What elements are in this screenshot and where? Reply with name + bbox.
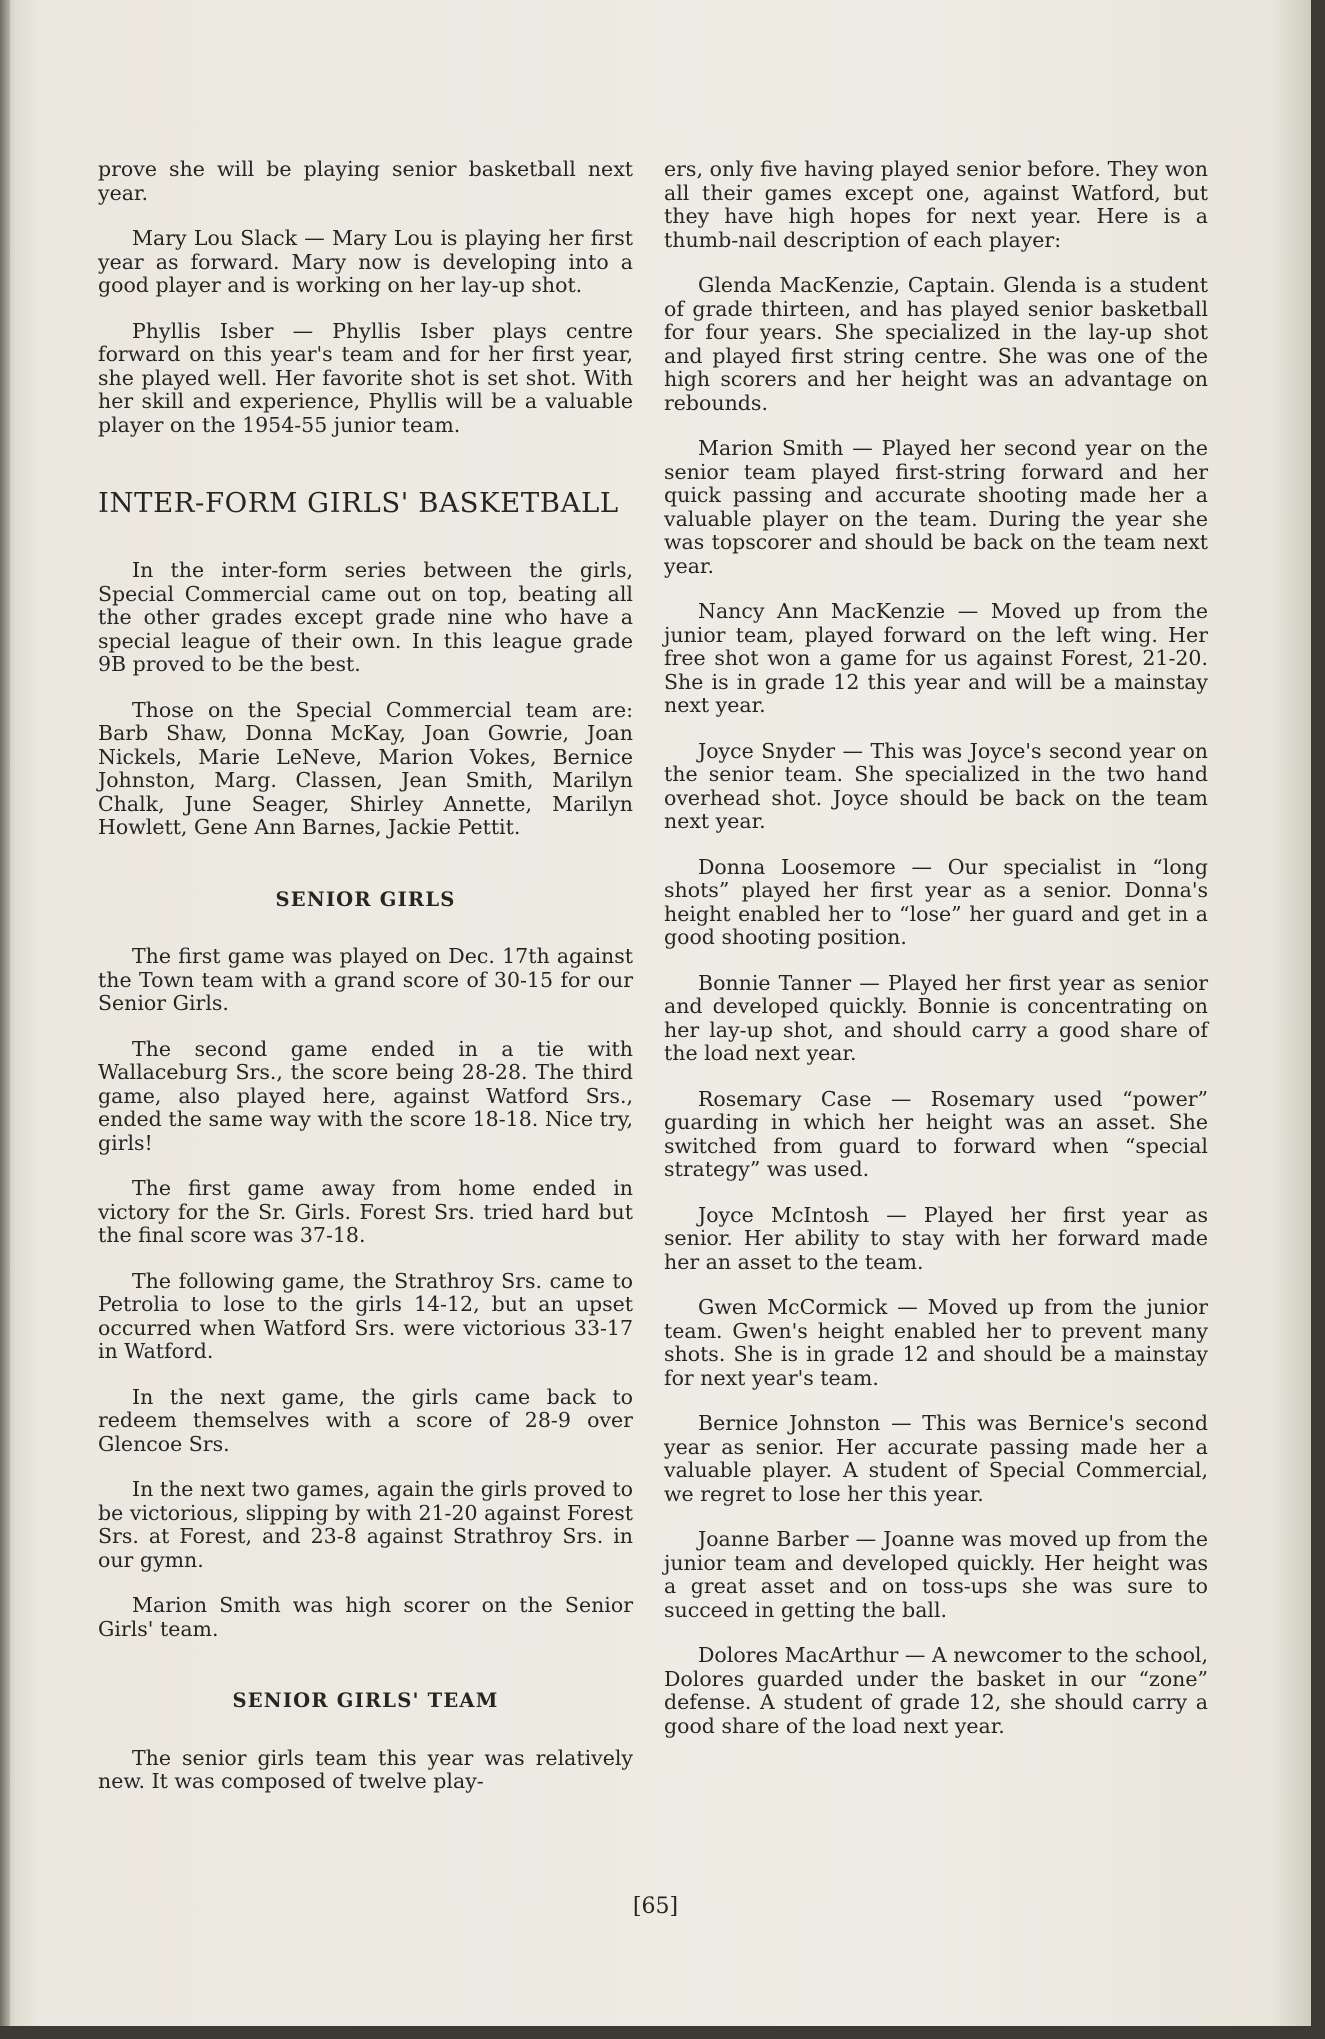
page-number: [65] [632, 1894, 679, 1919]
paragraph: Dolores MacArthur — A newcomer to the school, Dolores guarded under the basket in our “zone” defense. A student of grade 12, she should carry a good share of the load next year. [664, 1643, 1208, 1738]
paragraph: The first game away from home ended in victory for the Sr. Girls. Forest Srs. tried hard but the final score was 37-18. [98, 1176, 633, 1247]
paragraph: ers, only five having played senior before. They won all their games except one, against Watford, but they have high hopes for next year. Here is a thumb-nail description of each player: [664, 157, 1208, 252]
left-column [98, 158, 633, 1816]
section-heading-interform: INTER-FORM GIRLS' BASKETBALL [98, 487, 619, 519]
paragraph: prove she will be playing senior basketball next year. [98, 157, 633, 205]
paragraph: The second game ended in a tie with Wallaceburg Srs., the score being 28-28. The third game, also played here, against Watford Srs., ended the same way with the score 18-18. Nice try, girls! [98, 1036, 633, 1155]
paragraph: The senior girls team this year was relatively new. It was composed of twelve play- [98, 1745, 633, 1793]
paragraph: Phyllis Isber — Phyllis Isber plays centre forward on this year's team and for her first year, she played well. Her favorite shot is set shot. With her skill and experience, Phyllis will be a valuable player on the 1954-55 junior team. [98, 318, 633, 437]
section-heading-senior-team: SENIOR GIRLS' TEAM [232, 1689, 499, 1712]
paragraph: Gwen McCormick — Moved up from the junior team. Gwen's height enabled her to prevent many shots. She is in grade 12 and should be a mainstay for next year's team. [664, 1295, 1208, 1390]
paragraph: The following game, the Strathroy Srs. came to Petrolia to lose to the girls 14-12, but an upset occurred when Watford Srs. were victorious 33-17 in Watford. [98, 1268, 633, 1363]
paragraph: Rosemary Case — Rosemary used “power” guarding in which her height was an asset. She switched from guard to forward when “special strategy” was used. [664, 1086, 1208, 1181]
paragraph: Joanne Barber — Joanne was moved up from the junior team and developed quickly. Her height was a great asset and on toss-ups she was sure to succeed in getting the ball. [664, 1527, 1208, 1622]
paragraph: Marion Smith — Played her second year on the senior team played first-string forward and her quick passing and accurate shooting made her a valuable player on the team. During the year she was topscorer and should be back on the team next year. [664, 436, 1208, 578]
paragraph: Joyce Snyder — This was Joyce's second year on the senior team. She specialized in the two hand overhead shot. Joyce should be back on the team next year. [664, 738, 1208, 833]
paragraph: Those on the Special Commercial team are: Barb Shaw, Donna McKay, Joan Gowrie, Joan Nickels, Marie LeNeve, Marion Vokes, Bernice Johnston, Marg. Classen, Jean Smith, Marilyn Chalk, June Seager, Shirley Annette, Marilyn Howlett, Gene Ann Barnes, Jackie Pettit. [98, 697, 633, 839]
paragraph: Nancy Ann MacKenzie — Moved up from the junior team, played forward on the left wing. Her free shot won a game for us against Forest, 21-20. She is in grade 12 this year and will be a mainstay next year. [664, 599, 1208, 717]
paragraph: Bernice Johnston — This was Bernice's second year as senior. Her accurate passing made her a valuable player. A student of Special Commercial, we regret to lose her this year. [664, 1411, 1208, 1506]
paragraph: Marion Smith was high scorer on the Senior Girls' team. [98, 1593, 633, 1641]
paragraph: The first game was played on Dec. 17th against the Town team with a grand score of 30-15 for our Senior Girls. [98, 944, 633, 1015]
section-heading-senior-girls: SENIOR GIRLS [275, 887, 456, 911]
paragraph: Donna Loosemore — Our specialist in “long shots” played her first year as a senior. Donna's height enabled her to “lose” her guard and get in a good shooting position. [664, 854, 1208, 949]
paragraph: Bonnie Tanner — Played her first year as senior and developed quickly. Bonnie is concentrating on her lay-up shot, and should carry a good share of the load next year. [664, 970, 1208, 1065]
paragraph: In the next two games, again the girls proved to be victorious, slipping by with 21-20 against Forest Srs. at Forest, and 23-8 against Strathroy Srs. in our gymn. [98, 1477, 633, 1572]
right-column [664, 158, 1208, 1760]
paragraph: Glenda MacKenzie, Captain. Glenda is a student of grade thirteen, and has played senior basketball for four years. She specialized in the lay-up shot and played first string centre. She was one of the high scorers and her height was an advantage on rebounds. [664, 273, 1208, 415]
paragraph: In the inter-form series between the girls, Special Commercial came out on top, beating all the other grades except grade nine who have a special league of their own. In this league grade 9B proved to be the best. [98, 558, 633, 676]
book-spine-shadow [0, 0, 10, 2026]
paragraph: Mary Lou Slack — Mary Lou is playing her first year as forward. Mary now is developing into a good player and is working on her lay-up shot. [98, 226, 633, 297]
paragraph: Joyce McIntosh — Played her first year as senior. Her ability to stay with her forward made her an asset to the team. [664, 1202, 1208, 1274]
paragraph: In the next game, the girls came back to redeem themselves with a score of 28-9 over Glencoe Srs. [98, 1384, 633, 1456]
